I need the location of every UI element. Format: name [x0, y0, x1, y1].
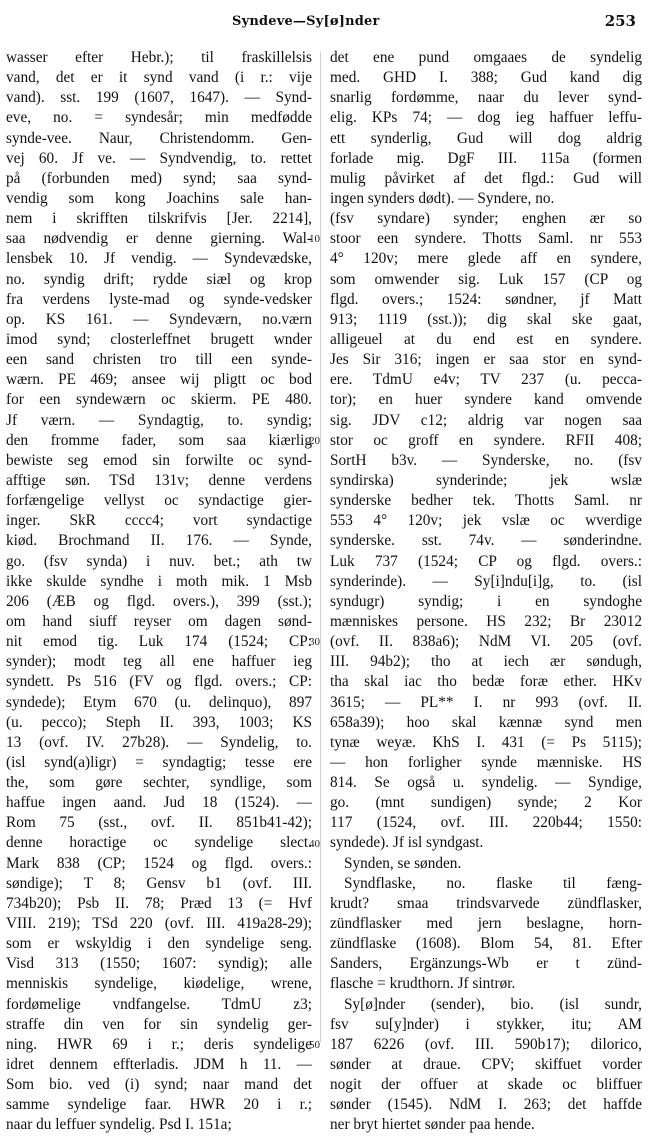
text-line: wasser efter Hebr.); til fraskillelsis — [6, 49, 312, 66]
text-line: ning. HWR 69 i r.; deris syndelige — [6, 1035, 312, 1053]
text-line: idret dennem effterladis. JDM h 11. — — [6, 1056, 312, 1074]
text-line: den fromme fader, som saa kiærlig — [6, 431, 312, 449]
text-line: 117 (1524, ovf. III. 220b44; 1550: — [330, 814, 642, 832]
line-number: 20 — [309, 434, 320, 447]
text-line: ett synderlig, Gud will dog aldrig — [330, 129, 642, 147]
text-line: synderske bedher tek. Thotts Saml. nr — [330, 492, 642, 510]
text-line: 13 (ovf. IV. 27b28). — Syndelig, to. — [6, 733, 312, 751]
text-line: go. (fsv synda) i nuv. bet.; ath tw — [6, 552, 312, 570]
right-column — [330, 48, 642, 1136]
text-line: kiød. Brochmand II. 176. — Synde, — [6, 532, 312, 550]
text-line: som omwender sig. Luk 157 (CP og — [330, 270, 642, 288]
text-line: synderinde). — Sy[i]ndu[i]g, to. (isl — [330, 572, 642, 590]
text-line: 4° 120v; mere glede aff en syndere, — [330, 250, 642, 268]
text-line: zündflaske (1608). Blom 54, 81. Efter — [330, 935, 642, 953]
text-line: 814. Se også u. syndelig. — Syndige, — [330, 774, 642, 792]
text-line: 187 6226 (ovf. III. 590b17); dilorico, — [330, 1035, 642, 1053]
text-line: Rom 75 (sst., ovf. II. 851b41-42); — [6, 814, 312, 832]
text-line: op. KS 161. — Syndeværn, no.værn — [6, 310, 312, 328]
text-line: naar du leffuer syndelig. Psd I. 151a; — [6, 1116, 232, 1134]
text-line: ikke skulde syndhe i moth mik. 1 Msb — [6, 572, 312, 590]
text-line: sig. JDV c12; aldrig var nogen saa — [330, 411, 642, 429]
text-line: 3615; — PL** I. nr 993 (ovf. II. — [330, 693, 642, 711]
text-line: denne horactige oc syndelige slect. — [6, 834, 312, 852]
text-line: vand). sst. 199 (1607, 1647). — Synd- — [6, 89, 312, 107]
text-line: nogit der offuer at skade oc bliffuer — [330, 1076, 642, 1094]
text-line: Mark 838 (CP; 1524 og flgd. overs.: — [6, 854, 312, 872]
text-line: om hand siuff reyser om dagen sønd- — [6, 612, 312, 630]
text-line: ingen synders dødt). — Syndere, no. — [330, 189, 555, 207]
text-line: (u. pecco); Steph II. 393, 1003; KS — [6, 713, 312, 731]
text-line: syndugr) syndig; i en syndoghe — [330, 592, 642, 610]
text-line: VIII. 219); TSd 220 (ovf. III. 419a28-29); — [6, 915, 312, 933]
text-line: forlade mig. DgF III. 115a (formen — [330, 149, 642, 167]
text-line: med. GHD I. 388; Gud kand dig — [330, 69, 642, 87]
text-line: 206 (ÆB og flgd. overs.), 399 (sst.); — [6, 592, 312, 610]
text-line: for een syndewærn oc skierm. PE 480. — [6, 391, 312, 409]
left-column — [6, 48, 312, 1136]
text-line: syndede); Etym 670 (u. delinquo), 897 — [6, 693, 312, 711]
text-line: som er wskyldig i den syndelige seng. — [6, 935, 312, 953]
text-line: stor oc groff en syndere. RFII 408; — [330, 431, 642, 449]
text-line: vand, det er it synd vand (i r.: vije — [6, 69, 312, 87]
text-line: tha skal iac tho bedæ foræ ether. HKv — [330, 673, 642, 691]
text-line: sønder (1545). NdM I. 263; det haffde — [330, 1096, 642, 1114]
text-line: 553 4° 120v; jek vslæ oc wverdige — [330, 512, 642, 530]
text-line: søndige); T 8; Gensv b1 (ovf. III. — [6, 874, 312, 892]
text-line: Synden, se sønden. — [344, 854, 462, 872]
text-line: III. 94b2); tho at iech ær søndugh, — [330, 653, 642, 671]
text-line: no. syndig drift; rydde siæl og krop — [6, 270, 312, 288]
text-line: straffe din ven for sin syndelig ger- — [6, 1015, 312, 1033]
text-line: krudt? smaa trindsvarvede zündflasker, — [330, 894, 642, 912]
text-line: ere. TdmU e4v; TV 237 (u. pecca- — [330, 371, 642, 389]
text-line: 734b20); Psb II. 78; Præd 13 (= Hvf — [6, 894, 312, 912]
text-line: Sanders, Ergänzungs-Wb er t zünd- — [330, 955, 642, 973]
text-line: ner bryt hiertet sønder paa hende. — [330, 1116, 535, 1134]
text-line: tynæ weyæ. KhS I. 431 (= Ps 5115); — [330, 733, 642, 751]
text-line: wærn. PE 469; ansee wij pligtt oc bod — [6, 371, 312, 389]
text-line: synderske. sst. 74v. — sønderindne. — [330, 532, 642, 550]
text-line: 658a39); hoo skal kænnæ synd men — [330, 713, 642, 731]
text-line: Syndflaske, no. flaske til fæng- — [344, 874, 642, 892]
text-line: flgd. overs.; 1524: søndner, jf Matt — [330, 290, 642, 308]
running-head: Syndeve—Sy[ø]nder — [232, 14, 380, 29]
line-number: 30 — [309, 636, 320, 649]
text-line: Jes Sir 316; ingen er saa stor en synd- — [330, 351, 642, 369]
page-number: 253 — [604, 12, 636, 30]
text-line: go. (mnt sundigen) synde; 2 Kor — [330, 794, 642, 812]
text-line: saa nødvendig er denne gierning. Wal- — [6, 230, 312, 248]
text-line: vej 60. Jf ve. — Syndvendig, to. rettet — [6, 149, 312, 167]
line-number: 40 — [309, 837, 320, 850]
text-line: på (forbunden med) synd; saa synd- — [6, 169, 312, 187]
text-line: nem i skrifften tilskrifvis [Jer. 2214], — [6, 210, 312, 228]
text-line: Visd 313 (1550; 1607: syndig); alle — [6, 955, 312, 973]
text-line: een sand christen tro till een synde- — [6, 351, 312, 369]
text-line: Luk 737 (1524; CP og flgd. overs.: — [330, 552, 642, 570]
text-line: tor); en huer syndere kand omvende — [330, 391, 642, 409]
text-line: (fsv syndare) synder; enghen ær so — [330, 210, 642, 228]
line-number: 10 — [309, 233, 320, 246]
text-line: fra verdens lyste-mad og synde-vedsker — [6, 290, 312, 308]
column-divider — [320, 52, 321, 1042]
text-line: stoor een syndere. Thotts Saml. nr 553 — [330, 230, 642, 248]
text-line: haffue ingen aand. Jud 18 (1524). — — [6, 794, 312, 812]
text-line: (isl synd(a)ligr) = syndagtig; tesse ere — [6, 753, 312, 771]
text-line: eve, no. = syndesår; min medfødde — [6, 109, 312, 127]
text-line: flasche = krudthorn. Jf sintrør. — [330, 975, 516, 993]
text-line: menniskis syndelige, kiødelige, wrene, — [6, 975, 312, 993]
text-line: alligeuel at du end est en syndere. — [330, 330, 642, 348]
text-line: Jf værn. — Syndagtig, to. syndig; — [6, 411, 312, 429]
text-line: samme syndelige faar. HWR 20 i r.; — [6, 1096, 312, 1114]
text-line: inger. SkR cccc4; vort syndactige — [6, 512, 312, 530]
text-line: the, som gøre sechter, syndlige, som — [6, 774, 312, 792]
text-line: lensbek 10. Jf vendig. — Syndevædske, — [6, 250, 312, 268]
text-line: — hon forligher synde mænniske. HS — [330, 753, 642, 771]
text-line: afftige søn. TSd 131v; denne verdens — [6, 471, 312, 489]
text-line: elig. KPs 74; — dog ieg haffuer leffu- — [330, 109, 642, 127]
text-line: snarlig fordømme, naar du lever synd- — [330, 89, 642, 107]
text-line: synder); modt teg all ene haffuer ieg — [6, 653, 312, 671]
text-line: synde-vee. Naur, Christendomm. Gen- — [6, 129, 312, 147]
text-line: bewiste seg emod sin forwilte oc synd- — [6, 451, 312, 469]
text-line: forfængelige vellyst oc syndactige gier- — [6, 492, 312, 510]
line-number: 50 — [309, 1039, 320, 1052]
text-line: fsv su[y]nder) i stykker, itu; AM — [330, 1015, 642, 1033]
text-line: sønder at draue. CPV; skiffuet vorder — [330, 1056, 642, 1074]
text-line: imod synd; closterleffnet brugett wnder — [6, 330, 312, 348]
text-line: Som bio. ved (i) synd; naar mand det — [6, 1076, 312, 1094]
page-header — [0, 0, 648, 46]
text-line: syndede). Jf isl syndgast. — [330, 834, 484, 852]
text-line: SortH b3v. — Synderske, no. (fsv — [330, 451, 642, 469]
text-line: 913; 1119 (sst.)); dig skal ske gaat, — [330, 310, 642, 328]
text-line: syndett. Ps 516 (FV og flgd. overs.; CP: — [6, 673, 312, 691]
text-line: fordømelige vndfangelse. TdmU z3; — [6, 995, 312, 1013]
text-line: det ene pund omgaaes de syndelig — [330, 49, 642, 66]
text-line: syndirska) synderinde; jek wslæ — [330, 471, 642, 489]
text-line: nit emod tig. Luk 174 (1524; CP: — [6, 633, 312, 651]
text-line: (ovf. II. 838a6); NdM VI. 205 (ovf. — [330, 633, 642, 651]
text-line: mænniskes persone. HS 232; Br 23012 — [330, 612, 642, 630]
text-line: vendig som kong Joachins sale han- — [6, 189, 312, 207]
text-line: Sy[ø]nder (sender), bio. (isl sundr, — [344, 995, 642, 1013]
text-line: zündflasker med jern beslagne, horn- — [330, 915, 642, 933]
text-line: mulig påvirket af det flgd.: Gud will — [330, 169, 642, 187]
